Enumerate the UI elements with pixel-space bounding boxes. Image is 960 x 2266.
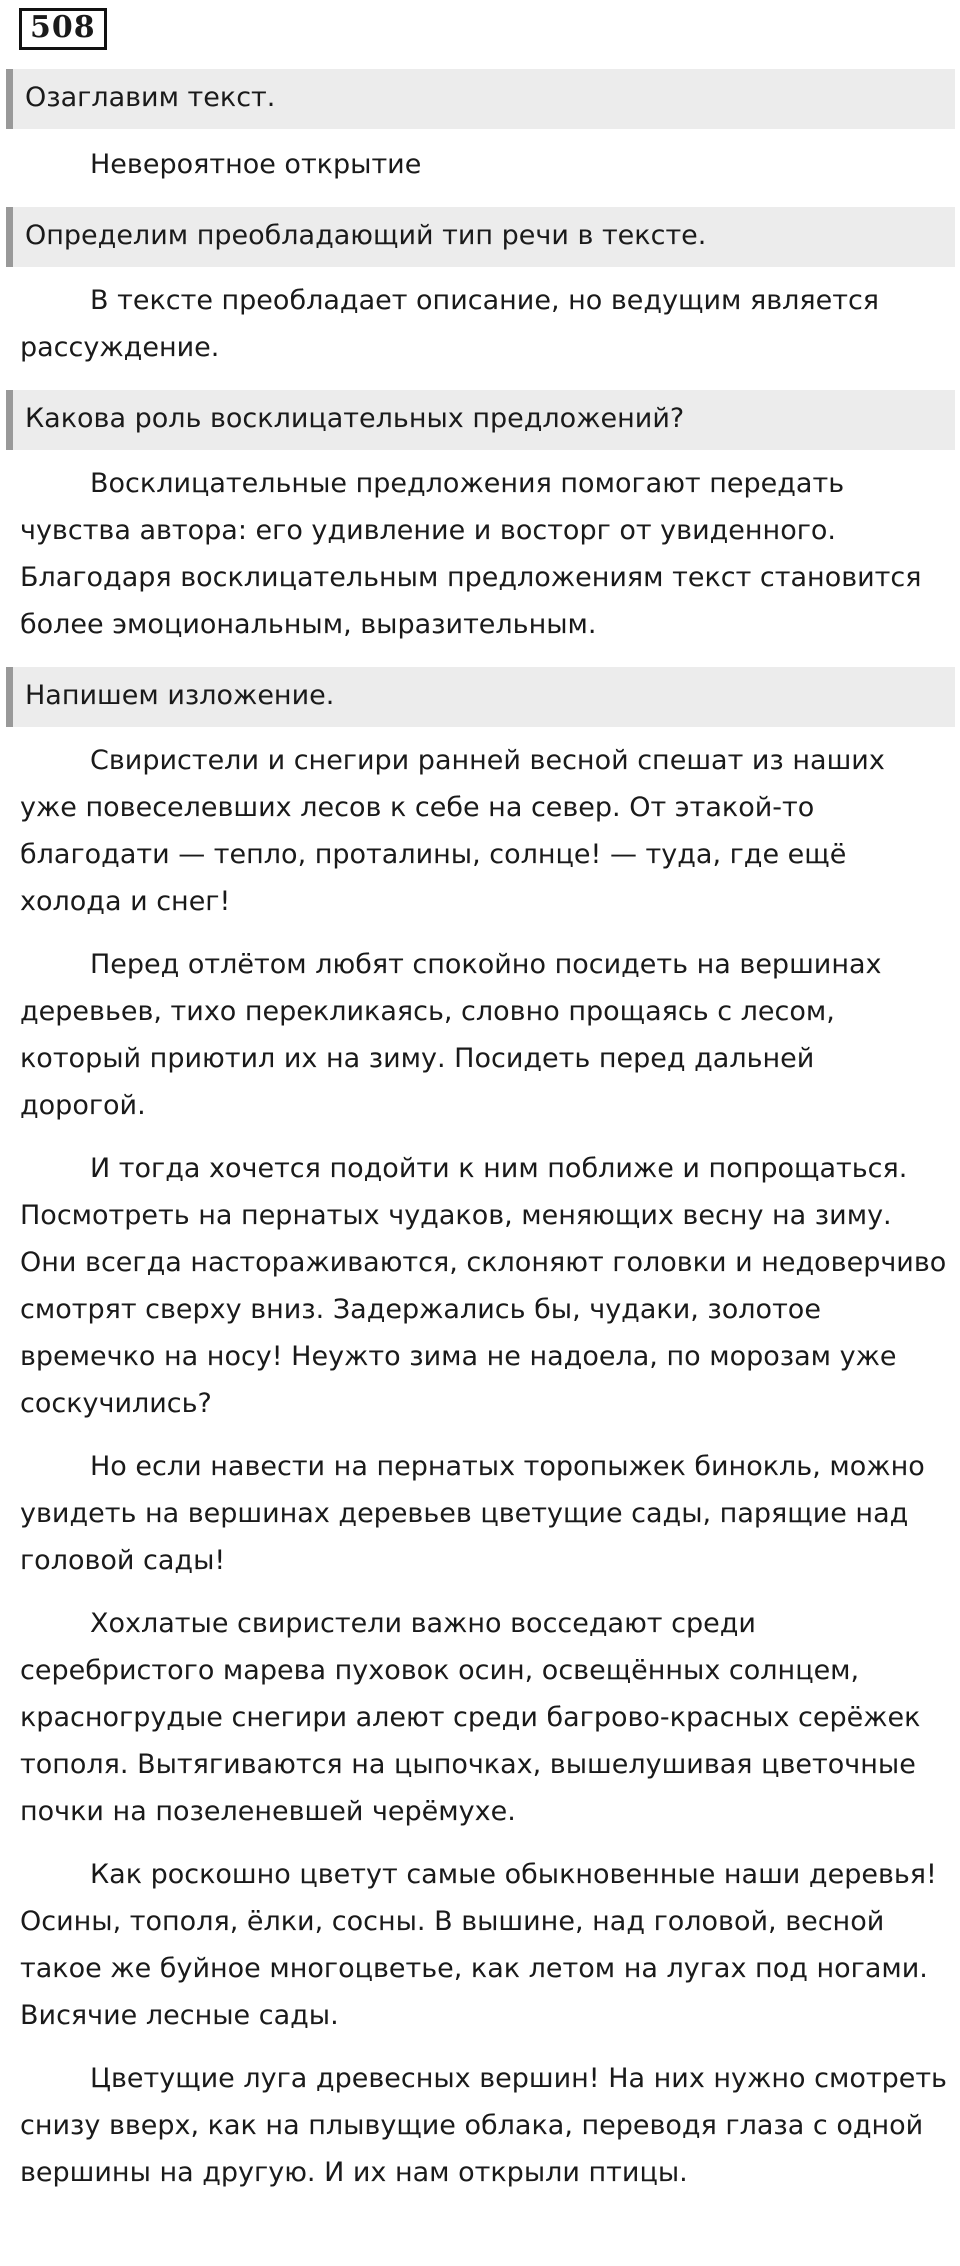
section-speech-type [0,207,960,371]
answer-block [0,277,960,371]
answer-paragraph: В тексте преобладает описание, но ведущим является рассуждение. [20,285,880,363]
answer-paragraph: Хохлатые свиристели важно восседают среди серебристого марева пуховок осин, освещённых солнцем, красногрудые снегири алеют среди багрово-красных серёжек тополя. Вытягиваются на цыпочках, вышелушивая цветочные почки на позеленевшей черёмухе. [20,1608,921,1827]
answer-paragraph: И тогда хочется подойти к ним поближе и попрощаться. Посмотреть на пернатых чудаков, меняющих весну на зиму. Они всегда настораживаются, склоняют головки и недоверчиво смотрят сверху вниз. Задержались бы, чудаки, золотое времечко на носу! Неужто зима не надоела, по морозам уже соскучились? [20,1153,947,1419]
answer-block [0,141,960,188]
section-retelling [0,667,960,2196]
task-number-badge: 508 [19,8,107,50]
answer-paragraph: Как роскошно цветут самые обыкновенные наши деревья! Осины, тополя, ёлки, сосны. В вышине, над головой, весной такое же буйное многоцветье, как летом на лугах под ногами. Висячие лесные сады. [20,1859,937,2031]
section-exclamatory-role [0,390,960,648]
answer-paragraph: Восклицательные предложения помогают передать чувства автора: его удивление и восторг от увиденного. Благодаря восклицательным предложениям текст становится более эмоциональным, выразительным. [20,468,922,640]
section-title [0,69,960,188]
question-heading: Определим преобладающий тип речи в тексте. [6,207,955,267]
answer-paragraph: Цветущие луга древесных вершин! На них нужно смотреть снизу вверх, как на плывущие облака, переводя глаза с одной вершины на другую. И их нам открыли птицы. [20,2063,947,2188]
question-heading: Какова роль восклицательных предложений? [6,390,955,450]
answer-block [0,460,960,648]
answer-block [0,737,960,2196]
answer-paragraph: Невероятное открытие [90,149,422,180]
question-heading: Напишем изложение. [6,667,955,727]
question-heading: Озаглавим текст. [6,69,955,129]
answer-paragraph: Перед отлётом любят спокойно посидеть на вершинах деревьев, тихо перекликаясь, словно прощаясь с лесом, который приютил их на зиму. Посидеть перед дальней дорогой. [20,949,882,1121]
answer-paragraph: Но если навести на пернатых торопыжек бинокль, можно увидеть на вершинах деревьев цветущие сады, парящие над головой сады! [20,1451,925,1576]
answer-paragraph: Свиристели и снегири ранней весной спешат из наших уже повеселевших лесов к себе на север. От этакой-то благодати — тепло, проталины, солнце! — туда, где ещё холода и снег! [20,745,885,917]
